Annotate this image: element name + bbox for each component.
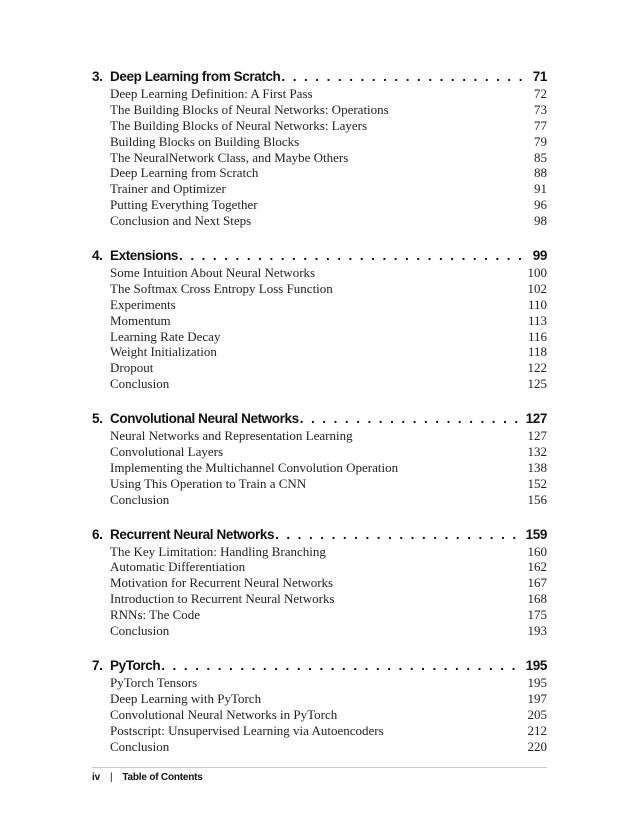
chapter-page-number: 71	[532, 69, 547, 84]
chapter-block	[92, 246, 547, 392]
section-title: Conclusion	[110, 738, 170, 754]
section-page-number: 113	[527, 312, 547, 328]
section-title: Deep Learning from Scratch	[110, 165, 259, 181]
section-page-number: 205	[527, 706, 547, 722]
chapter-block	[92, 656, 547, 754]
section-title: Postscript: Unsupervised Learning via Autoencoders	[110, 722, 384, 738]
dot-leader	[300, 409, 520, 428]
section-title: Experiments	[110, 296, 176, 312]
chapter-entry[interactable]	[92, 525, 547, 544]
section-title: Conclusion	[110, 376, 170, 392]
chapter-title: Extensions	[110, 248, 179, 264]
section-page-number: 168	[527, 591, 547, 607]
section-page-number: 91	[534, 181, 547, 197]
section-page-number: 132	[527, 444, 547, 460]
section-page-number: 125	[527, 376, 547, 392]
section-entry[interactable]	[92, 591, 547, 607]
chapter-number: 6.	[92, 526, 103, 542]
section-page-number: 85	[534, 149, 547, 165]
section-page-number: 116	[527, 328, 547, 344]
section-entry[interactable]	[92, 150, 547, 166]
section-entry[interactable]	[92, 329, 547, 345]
chapter-page-number: 127	[525, 411, 547, 427]
section-entry[interactable]	[92, 460, 547, 476]
section-page-number: 127	[527, 428, 547, 444]
section-title: The NeuralNetwork Class, and Maybe Others	[110, 149, 349, 165]
dot-leader	[161, 656, 519, 675]
section-page-number: 156	[527, 491, 547, 507]
chapter-title: Deep Learning from Scratch	[110, 69, 281, 84]
section-page-number: 122	[527, 360, 547, 376]
section-entry[interactable]	[92, 134, 547, 150]
section-title: Introduction to Recurrent Neural Networks	[110, 591, 335, 607]
section-title: Conclusion	[110, 623, 170, 639]
section-entry[interactable]	[92, 344, 547, 360]
section-entry[interactable]	[92, 181, 547, 197]
chapter-entry[interactable]	[92, 409, 547, 428]
section-entry[interactable]	[92, 559, 547, 575]
section-title: Deep Learning with PyTorch	[110, 690, 262, 706]
section-entry[interactable]	[92, 118, 547, 134]
section-page-number: 79	[534, 133, 547, 149]
section-title: PyTorch Tensors	[110, 674, 198, 690]
footer-label: Table of Contents	[122, 772, 203, 783]
section-page-number: 212	[527, 722, 547, 738]
dot-leader	[281, 67, 526, 86]
section-page-number: 73	[534, 101, 547, 117]
chapter-number: 3.	[92, 69, 103, 84]
section-page-number: 88	[534, 165, 547, 181]
section-entry[interactable]	[92, 675, 547, 691]
section-page-number: 167	[527, 575, 547, 591]
footer-rule	[92, 767, 547, 768]
section-title: Some Intuition About Neural Networks	[110, 265, 316, 281]
chapter-entry[interactable]	[92, 67, 547, 86]
section-page-number: 220	[527, 738, 547, 754]
section-page-number: 138	[527, 459, 547, 475]
section-entry[interactable]	[92, 313, 547, 329]
section-page-number: 175	[527, 607, 547, 623]
section-page-number: 197	[527, 690, 547, 706]
section-title: Automatic Differentiation	[110, 559, 246, 575]
section-title: Building Blocks on Building Blocks	[110, 133, 300, 149]
section-page-number: 110	[527, 296, 547, 312]
chapter-block	[92, 409, 547, 507]
section-title: Trainer and Optimizer	[110, 181, 226, 197]
section-title: The Softmax Cross Entropy Loss Function	[110, 280, 333, 296]
section-title: The Building Blocks of Neural Networks: Layers	[110, 117, 368, 133]
section-title: Deep Learning Definition: A First Pass	[110, 86, 313, 101]
section-title: Conclusion	[110, 491, 170, 507]
section-page-number: 102	[527, 280, 547, 296]
chapter-page-number: 99	[532, 248, 547, 264]
section-entry[interactable]	[92, 623, 547, 639]
section-title: The Building Blocks of Neural Networks: Operations	[110, 101, 389, 117]
section-title: Neural Networks and Representation Learning	[110, 428, 353, 444]
section-page-number: 162	[527, 559, 547, 575]
chapter-title: Convolutional Neural Networks	[110, 411, 299, 427]
section-entry[interactable]	[92, 213, 547, 229]
chapter-number: 7.	[92, 657, 103, 673]
section-entry[interactable]	[92, 607, 547, 623]
section-entry[interactable]	[92, 281, 547, 297]
section-title: Conclusion and Next Steps	[110, 213, 252, 229]
chapter-block	[92, 67, 547, 229]
chapter-entry[interactable]	[92, 656, 547, 675]
section-entry[interactable]	[92, 165, 547, 181]
section-title: Implementing the Multichannel Convolution Operation	[110, 459, 399, 475]
section-title: RNNs: The Code	[110, 607, 201, 623]
chapter-page-number: 159	[525, 526, 547, 542]
table-of-contents	[92, 67, 547, 771]
section-entry[interactable]	[92, 492, 547, 508]
section-entry[interactable]	[92, 297, 547, 313]
section-entry[interactable]	[92, 575, 547, 591]
section-page-number: 118	[527, 344, 547, 360]
section-page-number: 193	[527, 623, 547, 639]
footer-page-number: iv	[92, 772, 100, 783]
section-title: Learning Rate Decay	[110, 328, 221, 344]
section-page-number: 96	[534, 197, 547, 213]
section-entry[interactable]	[92, 428, 547, 444]
section-entry[interactable]	[92, 476, 547, 492]
section-title: Motivation for Recurrent Neural Networks	[110, 575, 334, 591]
section-title: The Key Limitation: Handling Branching	[110, 543, 326, 559]
section-page-number: 77	[534, 117, 547, 133]
section-entry[interactable]	[92, 102, 547, 118]
section-page-number: 100	[527, 265, 547, 281]
chapter-title: PyTorch	[110, 657, 161, 673]
chapter-number: 4.	[92, 248, 103, 264]
dot-leader	[179, 246, 527, 265]
section-entry[interactable]	[92, 707, 547, 723]
chapter-title: Recurrent Neural Networks	[110, 526, 275, 542]
dot-leader	[275, 525, 520, 544]
section-entry[interactable]	[92, 360, 547, 376]
section-title: Weight Initialization	[110, 344, 217, 360]
chapter-block	[92, 525, 547, 639]
section-title: Momentum	[110, 312, 171, 328]
section-title: Convolutional Neural Networks in PyTorch	[110, 706, 338, 722]
section-page-number: 195	[527, 674, 547, 690]
section-entry[interactable]	[92, 197, 547, 213]
section-entry[interactable]	[92, 723, 547, 739]
chapter-page-number: 195	[525, 657, 547, 673]
section-entry[interactable]	[92, 444, 547, 460]
section-title: Putting Everything Together	[110, 197, 258, 213]
section-entry[interactable]	[92, 86, 547, 102]
section-entry[interactable]	[92, 544, 547, 560]
section-page-number: 160	[527, 543, 547, 559]
section-entry[interactable]	[92, 739, 547, 755]
section-title: Dropout	[110, 360, 154, 376]
section-title: Using This Operation to Train a CNN	[110, 475, 307, 491]
page-footer	[92, 772, 203, 783]
section-entry[interactable]	[92, 265, 547, 281]
footer-separator: |	[109, 772, 113, 783]
section-page-number: 72	[534, 86, 547, 101]
section-page-number: 152	[527, 475, 547, 491]
section-entry[interactable]	[92, 376, 547, 392]
chapter-number: 5.	[92, 411, 103, 427]
section-entry[interactable]	[92, 691, 547, 707]
section-title: Convolutional Layers	[110, 444, 224, 460]
chapter-entry[interactable]	[92, 246, 547, 265]
section-page-number: 98	[534, 213, 547, 229]
